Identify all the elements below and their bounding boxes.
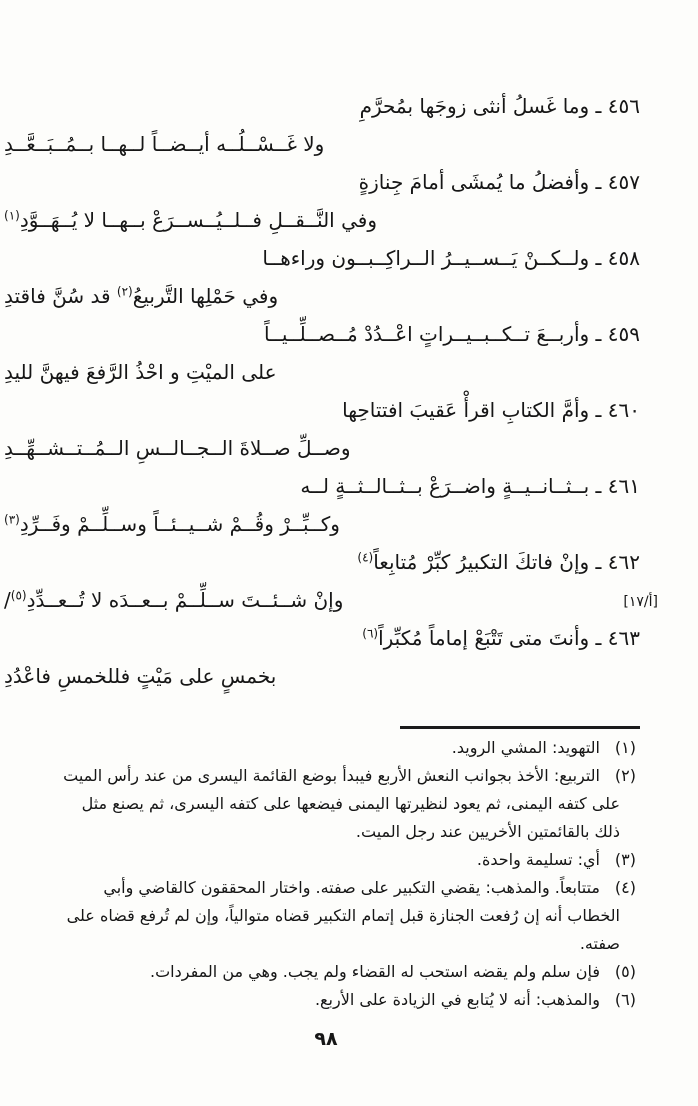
footnote-text: متتابعاً. والمذهب: يقضي التكبير على صفته. واختار المحققون كالقاضي وأبي <box>103 878 600 897</box>
verse-text: قد سُنَّ فاقتدِ <box>4 284 117 308</box>
verse-text: ٤٦٣ ـ وأنتَ متى تَتْبَعْ إماماً مُكبِّراً <box>378 626 640 650</box>
verse-461-second-hemistich <box>0 504 698 542</box>
footnote-ref-1: (١) <box>4 208 20 223</box>
verse-text: ٤٥٦ ـ وما غَسلُ أنثى زوجَها بمُحرَّمِ <box>359 94 640 118</box>
footnote-5 <box>0 957 698 985</box>
verse-458-first-hemistich <box>0 238 698 276</box>
footnote-ref-2: (٢) <box>116 284 133 299</box>
footnote-text: التهويد: المشي الرويد. <box>451 738 600 757</box>
footnote-text: أي: تسليمة واحدة. <box>476 850 600 869</box>
folio-marker: [أ/١٧] <box>623 594 658 610</box>
verse-463-second-hemistich <box>0 656 698 694</box>
verse-text: وإنْ شــئــتَ ســلِّــمْ بــعــدَه لا تُــعــدِّدِ <box>26 588 344 612</box>
footnote-number: (١) <box>614 738 636 757</box>
verse-text: وكــبِّــرْ وقُــمْ شــيــئــاً وســلِّــمْ وفَــرِّدِ <box>19 512 340 536</box>
verse-459-second-hemistich <box>0 352 698 390</box>
footnote-text: فإن سلم ولم يقضه استحب له القضاء ولم يجب. وهي من المفردات. <box>150 962 600 981</box>
verse-456-first-hemistich <box>0 86 698 124</box>
verse-462-first-hemistich <box>0 542 698 580</box>
footnote-3 <box>0 845 698 873</box>
footnote-2 <box>0 761 698 789</box>
verse-460-first-hemistich <box>0 390 698 428</box>
footnote-4 <box>0 873 698 901</box>
verse-text: ولا غَــسْــلُــه أيــضــاً لــهــا بــمُــبَــعَّــدِ <box>4 132 325 156</box>
verse-462-second-hemistich <box>0 580 698 618</box>
verse-text: ٤٥٨ ـ ولــكــنْ يَــســيــرُ الــراكِــبــون وراءهــا <box>262 246 640 270</box>
verse-text: ٤٦٠ ـ وأمَّ الكتابِ اقرأْ عَقيبَ افتتاحِها <box>342 398 640 422</box>
footnotes-block <box>0 733 698 1013</box>
verse-text: بخمسٍ على مَيْتٍ فللخمسِ فاعْدُدِ <box>4 664 277 688</box>
verse-456-second-hemistich <box>0 124 698 162</box>
page-number: ٩٨ <box>314 1028 338 1050</box>
footnote-ref-4: (٤) <box>357 550 374 565</box>
verse-text: وفي حَمْلِها التَّربيعُ <box>132 284 279 308</box>
footnote-ref-3: (٣) <box>4 512 20 527</box>
footnote-number: (٦) <box>614 990 636 1009</box>
footnote-number: (٤) <box>614 878 636 897</box>
verse-460-second-hemistich <box>0 428 698 466</box>
footnote-4-continuation: صفته. <box>579 934 620 953</box>
verse-text: ٤٦٢ ـ وإنْ فاتكَ التكبيرُ كبِّرْ مُتابِعاً <box>373 550 640 574</box>
footnote-ref-6: (٦) <box>362 626 379 641</box>
footnote-2-continuation: على كتفه اليمنى، ثم يعود لنظيرتها اليمنى فيضعها على كتفه اليسرى، ثم يصنع مثل <box>81 794 620 813</box>
footnote-ref-5: (٥) <box>10 588 27 603</box>
verse-459-first-hemistich <box>0 314 698 352</box>
verse-text: وصــلِّ صــلاةَ الــجــالــسِ الــمُــتــشــهِّــدِ <box>4 436 351 460</box>
footnote-number: (٥) <box>614 962 636 981</box>
footnote-4-continuation: الخطاب أنه إن رُفعت الجنازة قبل إتمام التكبير قضاه متوالياً، وإن لم تُرفع قضاه على <box>66 906 620 925</box>
footnote-text: التربيع: الأخذ بجوانب النعش الأربع فيبدأ بوضع القائمة اليسرى من عند رأس الميت <box>63 766 600 785</box>
verse-457-first-hemistich <box>0 162 698 200</box>
footnote-1 <box>0 733 698 761</box>
footnote-number: (٢) <box>614 766 636 785</box>
verse-463-first-hemistich <box>0 618 698 656</box>
verse-text: ٤٥٧ ـ وأفضلُ ما يُمشَى أمامَ جِنازةٍ <box>358 170 640 194</box>
footnote-6 <box>0 985 698 1013</box>
verse-457-second-hemistich <box>0 200 698 238</box>
verse-block <box>0 86 698 694</box>
verse-461-first-hemistich <box>0 466 698 504</box>
verse-text: على الميْتِ و احْذُ الرَّفعَ فيهنَّ لليدِ <box>4 360 277 384</box>
footnote-text: والمذهب: أنه لا يُتابع في الزيادة على الأربع. <box>314 990 600 1009</box>
verse-text: ٤٦١ ـ بــثــانــيــةٍ واضــرَعْ بــثــالــثــةٍ لــه <box>300 474 640 498</box>
verse-text: وفي النَّــقــلِ فــلــيُــســرَعْ بــهــا لا يُــهَــوَّدِ <box>19 208 377 232</box>
footnote-separator <box>400 726 640 729</box>
verse-458-second-hemistich <box>0 276 698 314</box>
footnote-2-continuation: ذلك بالقائمتين الأخريين عند رجل الميت. <box>355 822 620 841</box>
footnote-number: (٣) <box>614 850 636 869</box>
folio-break-slash: / <box>4 588 11 612</box>
verse-text: ٤٥٩ ـ وأربــعَ تــكــبــيــراتٍ اعْــدُدْ مُــصــلِّــيــاً <box>264 322 640 346</box>
